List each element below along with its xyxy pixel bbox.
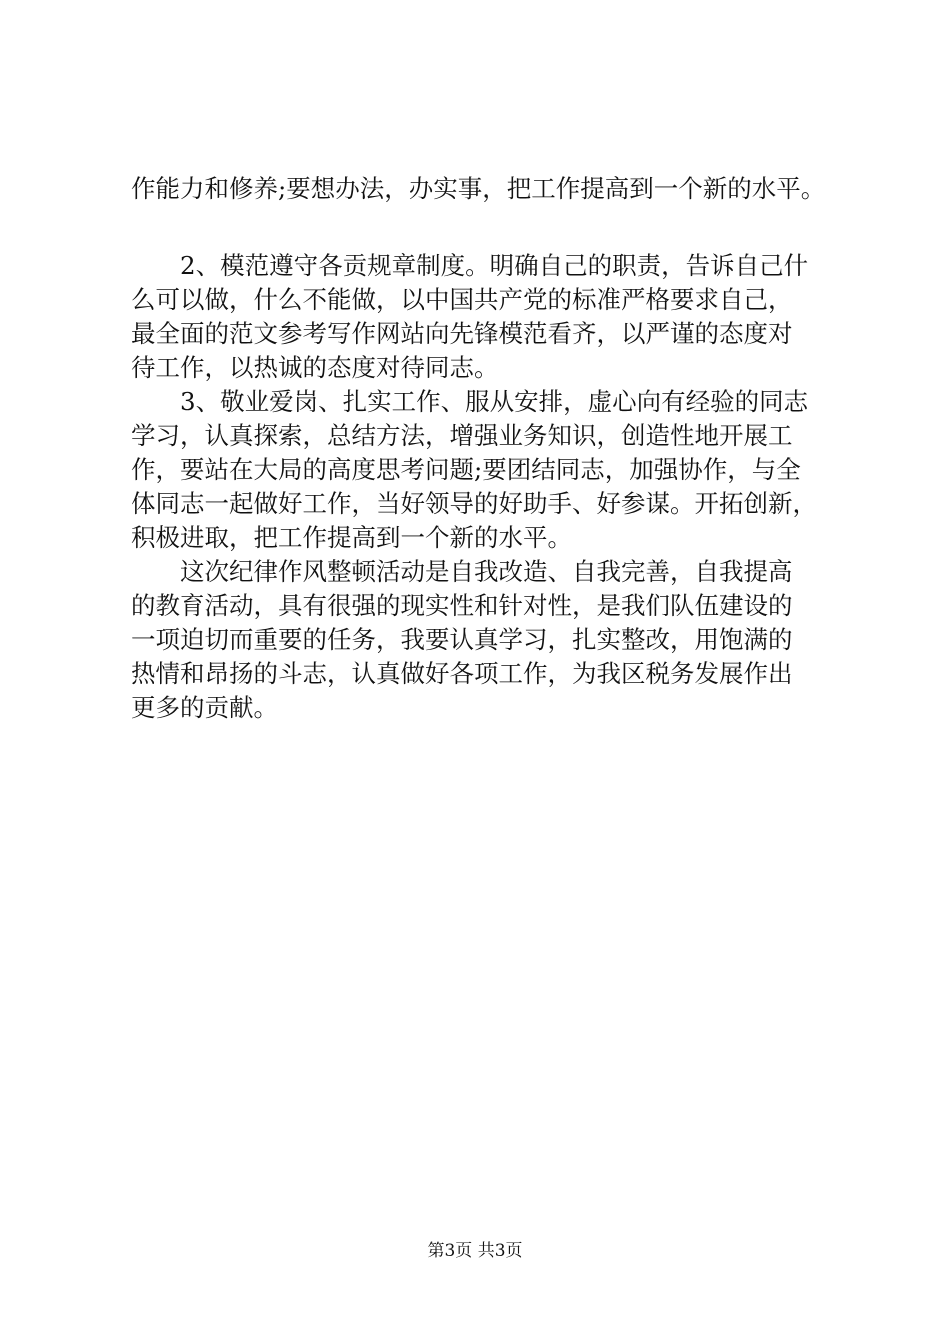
page-total: 共3页 — [477, 1241, 523, 1261]
text-line: 积极进取，把工作提高到一个新的水平。 — [131, 523, 572, 552]
paragraph-gap — [131, 206, 861, 249]
text-line: 这次纪律作风整顿活动是自我改造、自我完善，自我提高 — [180, 557, 793, 586]
text-line: 体同志一起做好工作，当好领导的好助手、好参谋。开拓创新， — [131, 489, 817, 518]
text-line: 2、模范遵守各贡规章制度。明确自己的职责，告诉自己什 — [180, 251, 809, 280]
page-number: 第3页 — [427, 1241, 473, 1261]
text-line: 作能力和修养;要想办法，办实事，把工作提高到一个新的水平。 — [131, 174, 826, 203]
text-line: 最全面的范文参考写作网站向先锋模范看齐，以严谨的态度对 — [131, 319, 793, 348]
text-line: 作，要站在大局的高度思考问题;要团结同志，加强协作，与全 — [131, 455, 801, 484]
text-line: 一项迫切而重要的任务，我要认真学习，扎实整改，用饱满的 — [131, 625, 793, 654]
text-line: 热情和昂扬的斗志，认真做好各项工作，为我区税务发展作出 — [131, 659, 793, 688]
text-line: 的教育活动，具有很强的现实性和针对性，是我们队伍建设的 — [131, 591, 793, 620]
text-line: 待工作，以热诚的态度对待同志。 — [131, 353, 499, 382]
text-line: 么可以做，什么不能做，以中国共产党的标准严格要求自己， — [131, 285, 793, 314]
paragraph-2 — [131, 249, 861, 385]
text-line: 学习，认真探索，总结方法，增强业务知识，创造性地开展工 — [131, 421, 793, 450]
continued-paragraph — [131, 172, 861, 206]
paragraph-3 — [131, 385, 861, 555]
page-footer — [0, 1240, 950, 1262]
paragraph-conclusion — [131, 555, 861, 725]
text-line: 更多的贡献。 — [131, 693, 278, 722]
text-line: 3、敬业爱岗、扎实工作、服从安排，虚心向有经验的同志 — [180, 387, 809, 416]
document-body — [131, 172, 861, 725]
